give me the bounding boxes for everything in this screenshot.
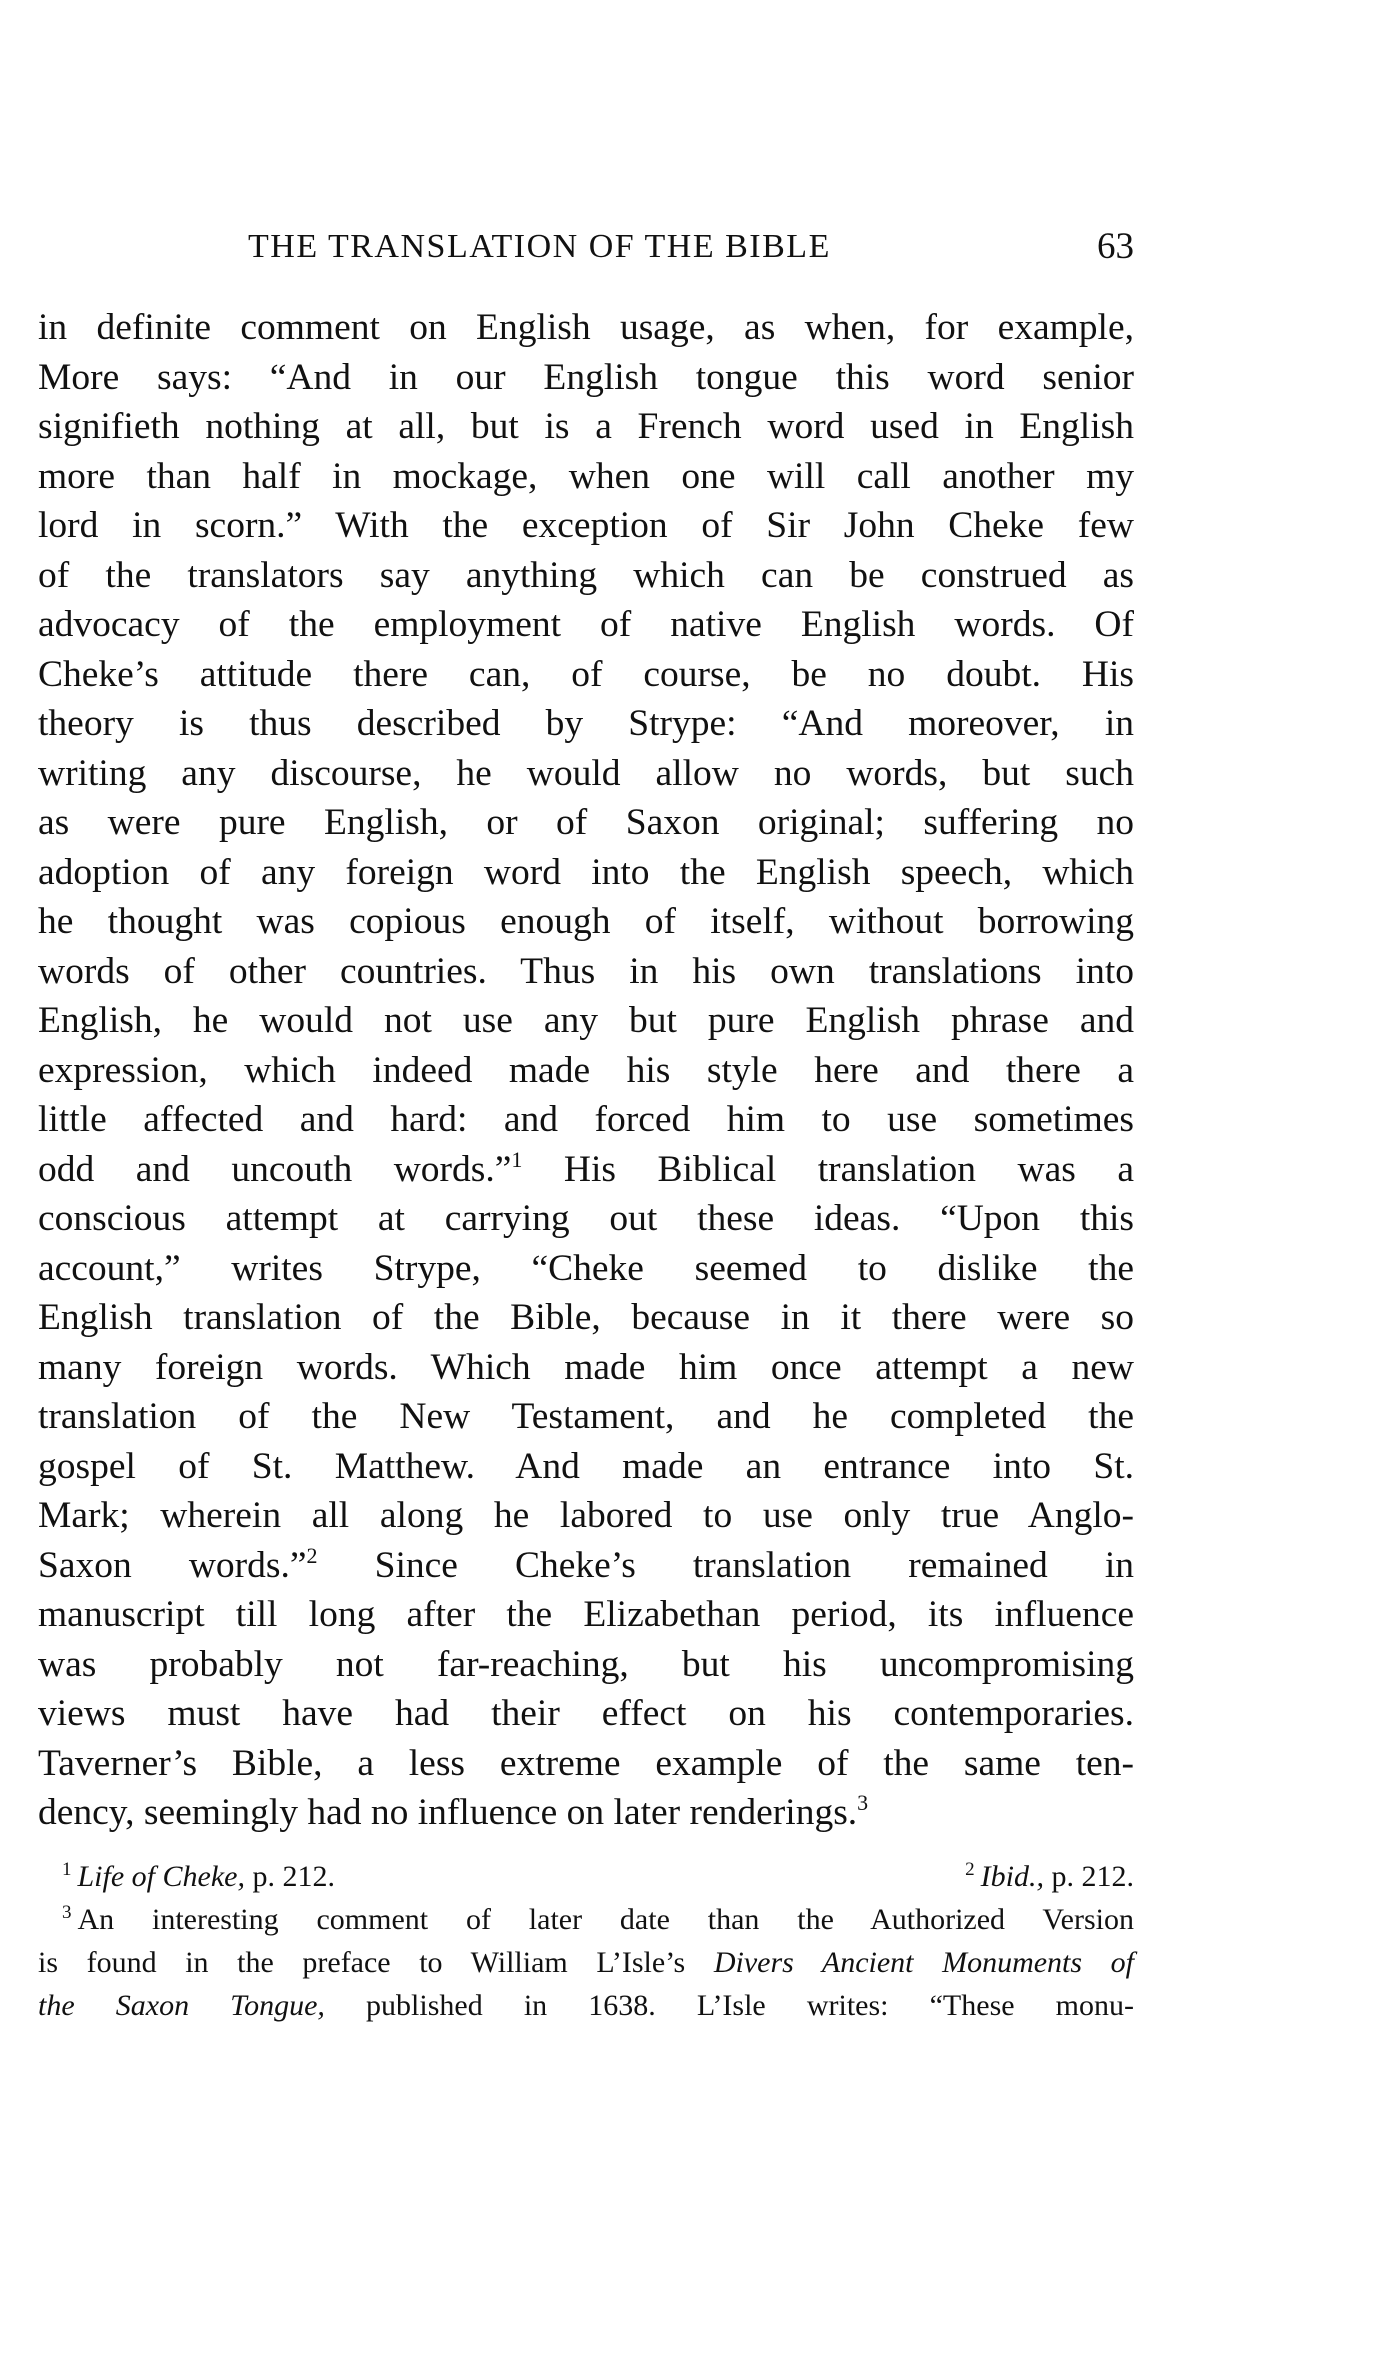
text-line: little affected and hard: and forced him to use sometimes [38,1099,1134,1140]
text-line: signifieth nothing at all, but is a French word used in English [38,406,1134,447]
footnote-3-line [38,1898,1134,1941]
footnote-text: published in 1638. L’Isle writes: “These monu- [366,1989,1134,2022]
text-line: More says: “And in our English tongue this word senior [38,356,1134,398]
footnote-mark: 1 [62,1859,72,1880]
page-number: 63 [1097,226,1134,267]
text-line: writing any discourse, he would allow no words, but such [38,752,1134,794]
footnote-book-title: the Saxon Tongue, [38,1989,325,2022]
footnotes [38,1855,1134,2027]
text-line: theory is thus described by Strype: “And moreover, in [38,703,1134,744]
footnote-mark: 3 [62,1902,72,1923]
text-line: English translation of the Bible, because in it there were so [38,1297,1134,1338]
text-line-with-ref [38,1145,1134,1195]
text-line: expression, which indeed made his style here and there a [38,1049,1134,1091]
footnote-2 [965,1855,1134,1898]
footnote-title: Ibid., [980,1860,1044,1893]
text-segment: Since Cheke’s translation remained in [374,1544,1134,1586]
text-line: many foreign words. Which made him once attempt a new [38,1346,1134,1388]
text-line: conscious attempt at carrying out these ideas. “Upon this [38,1198,1134,1239]
footnote-3-line [38,1984,1134,2027]
text-segment: odd and uncouth words.” [38,1148,512,1190]
text-segment: dency, seemingly had no influence on later renderings. [38,1792,858,1833]
text-line: more than half in mockage, when one will call another my [38,455,1134,497]
text-line: English, he would not use any but pure English phrase and [38,1000,1134,1041]
running-title: THE TRANSLATION OF THE BIBLE [248,228,831,265]
footnote-book-title: Divers Ancient Monuments of [713,1946,1135,1979]
text-segment: Saxon words.” [38,1544,307,1586]
footnote-page: p. 212. [1051,1860,1134,1893]
footnote-ref-1: 1 [511,1146,523,1172]
footnote-1 [62,1855,335,1898]
footnote-text: is found in the preface to William L’Isle’s [38,1946,686,1979]
text-line: was probably not far-reaching, but his uncompromising [38,1643,1134,1685]
footnote-ref-3: 3 [857,1790,869,1815]
text-line: of the translators say anything which can be construed as [38,554,1134,596]
footnote-text: An interesting comment of later date than the Authorized Version [77,1903,1134,1936]
text-line: translation of the New Testament, and he completed the [38,1396,1134,1437]
text-line: Cheke’s attitude there can, of course, be no doubt. His [38,653,1134,695]
text-line: he thought was copious enough of itself, without borrowing [38,901,1134,942]
footnote-page: p. 212. [252,1860,335,1893]
footnote-mark: 2 [965,1859,975,1880]
text-segment: His Biblical translation was a [563,1148,1135,1190]
text-line: as were pure English, or of Saxon original; suffering no [38,802,1134,843]
text-line: lord in scorn.” With the exception of Sir John Cheke few [38,505,1134,546]
running-head [38,222,1134,272]
text-line: manuscript till long after the Elizabethan period, its influence [38,1594,1134,1635]
footnote-3-line [38,1941,1134,1984]
text-line-with-ref [38,1788,1134,1838]
text-line: adoption of any foreign word into the English speech, which [38,851,1134,893]
body-text [38,303,1134,1838]
text-line: views must have had their effect on his contemporaries. [38,1693,1134,1734]
footnote-row [38,1855,1134,1898]
footnote-title: Life of Cheke, [77,1860,245,1893]
text-line: Taverner’s Bible, a less extreme example of the same ten- [38,1742,1134,1784]
footnote-ref-2: 2 [306,1542,318,1568]
text-line: Mark; wherein all along he labored to use only true Anglo- [38,1495,1134,1536]
text-line: account,” writes Strype, “Cheke seemed to dislike the [38,1247,1134,1289]
text-line: words of other countries. Thus in his own translations into [38,950,1134,992]
text-line: advocacy of the employment of native English words. Of [38,604,1134,645]
text-line: gospel of St. Matthew. And made an entrance into St. [38,1445,1134,1487]
text-line: in definite comment on English usage, as when, for example, [38,307,1134,348]
text-line-with-ref [38,1541,1134,1591]
